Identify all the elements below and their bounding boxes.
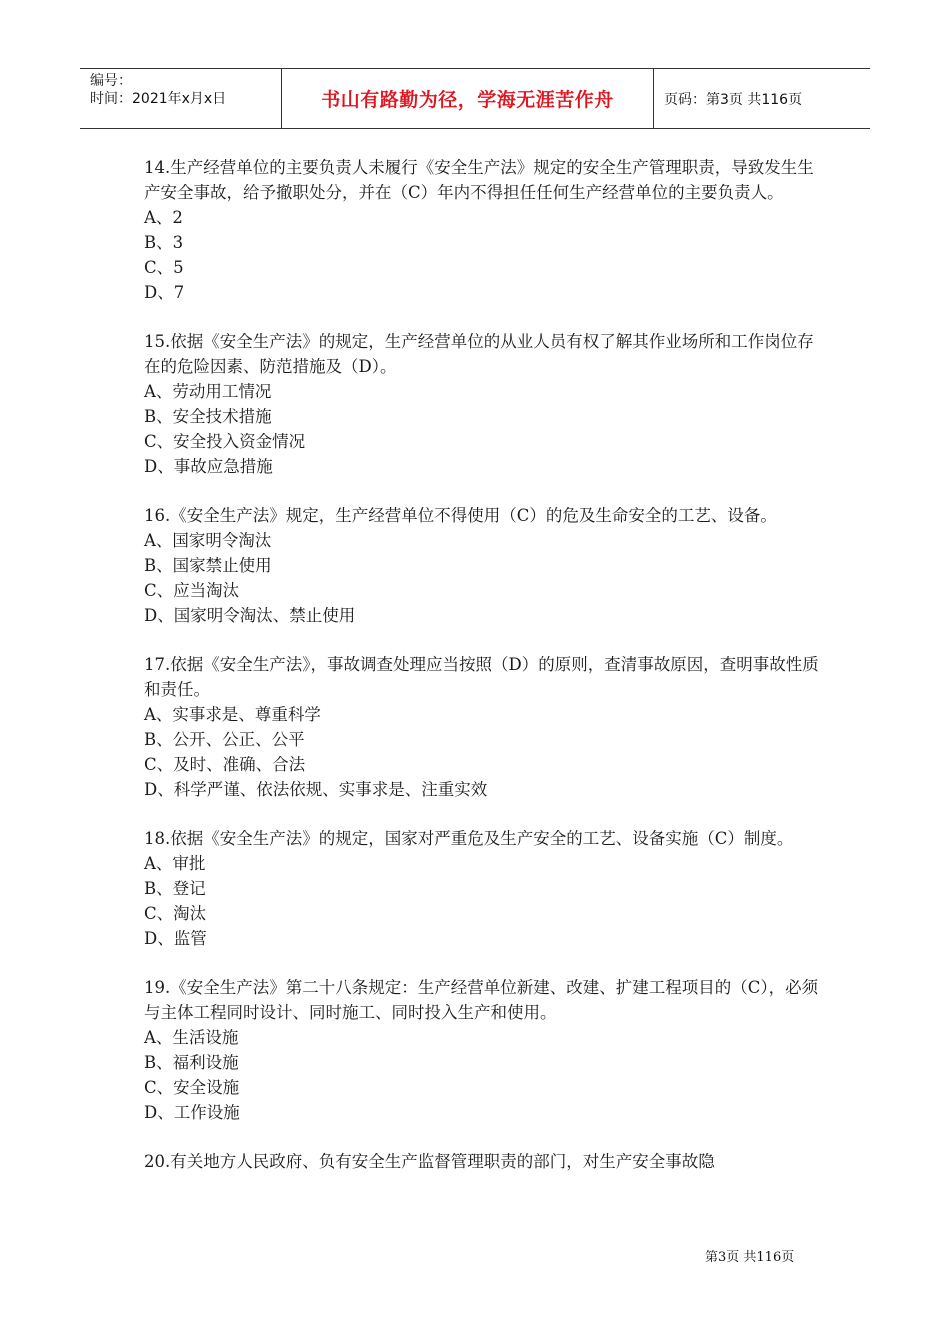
question-text: 15.依据《安全生产法》的规定，生产经营单位的从业人员有权了解其作业场所和工作岗位存在的危险因素、防范措施及（D）。	[144, 332, 814, 376]
option-a: A、劳动用工情况	[144, 382, 272, 401]
code-label: 编号：	[90, 73, 132, 89]
header-page-info: 页码：第3页 共116页	[664, 91, 803, 108]
time-label: 时间：2021年x月x日	[90, 91, 227, 107]
footer-page-info: 第3页 共116页	[705, 1250, 795, 1265]
page-footer	[705, 1246, 794, 1265]
option-a: A、2	[144, 208, 183, 227]
option-d: D、监管	[144, 929, 207, 948]
option-b: B、福利设施	[144, 1053, 239, 1072]
question-14	[144, 155, 819, 305]
motto-text: 书山有路勤为径，学海无涯苦作舟	[321, 89, 614, 111]
question-list	[144, 155, 819, 1198]
option-c: C、应当淘汰	[144, 581, 240, 600]
option-a: A、实事求是、尊重科学	[144, 705, 321, 724]
question-16	[144, 503, 819, 628]
option-a: A、国家明令淘汰	[144, 531, 272, 550]
option-c: C、安全投入资金情况	[144, 432, 306, 451]
header-page-cell	[654, 69, 870, 128]
option-b: B、安全技术措施	[144, 407, 272, 426]
question-text: 14.生产经营单位的主要负责人未履行《安全生产法》规定的安全生产管理职责，导致发生生产安全事故，给予撤职处分，并在（C）年内不得担任任何生产经营单位的主要负责人。	[144, 158, 814, 202]
option-b: B、3	[144, 233, 184, 252]
option-a: A、审批	[144, 854, 206, 873]
question-18	[144, 826, 819, 951]
header-meta	[80, 69, 281, 128]
question-text: 16.《安全生产法》规定，生产经营单位不得使用（C）的危及生命安全的工艺、设备。	[144, 506, 777, 525]
option-c: C、及时、准确、合法	[144, 755, 306, 774]
option-d: D、国家明令淘汰、禁止使用	[144, 606, 356, 625]
option-d: D、科学严谨、依法依规、实事求是、注重实效	[144, 780, 488, 799]
question-19	[144, 975, 819, 1125]
option-a: A、生活设施	[144, 1028, 239, 1047]
option-d: D、工作设施	[144, 1103, 240, 1122]
option-c: C、安全设施	[144, 1078, 240, 1097]
question-text: 20.有关地方人民政府、负有安全生产监督管理职责的部门，对生产安全事故隐	[144, 1152, 715, 1171]
option-b: B、国家禁止使用	[144, 556, 272, 575]
option-d: D、事故应急措施	[144, 457, 273, 476]
option-b: B、公开、公正、公平	[144, 730, 305, 749]
option-b: B、登记	[144, 879, 206, 898]
question-15	[144, 329, 819, 479]
question-text: 18.依据《安全生产法》的规定，国家对严重危及生产安全的工艺、设备实施（C）制度。	[144, 829, 794, 848]
page-header	[80, 68, 870, 129]
option-c: C、5	[144, 258, 184, 277]
question-20	[144, 1149, 819, 1174]
option-c: C、淘汰	[144, 904, 207, 923]
question-17	[144, 652, 819, 802]
question-text: 17.依据《安全生产法》，事故调查处理应当按照（D）的原则，查清事故原因，查明事故性质和责任。	[144, 655, 819, 699]
option-d: D、7	[144, 283, 185, 302]
question-text: 19.《安全生产法》第二十八条规定：生产经营单位新建、改建、扩建工程项目的（C），必须与主体工程同时设计、同时施工、同时投入生产和使用。	[144, 978, 819, 1022]
header-motto-cell	[281, 69, 654, 128]
